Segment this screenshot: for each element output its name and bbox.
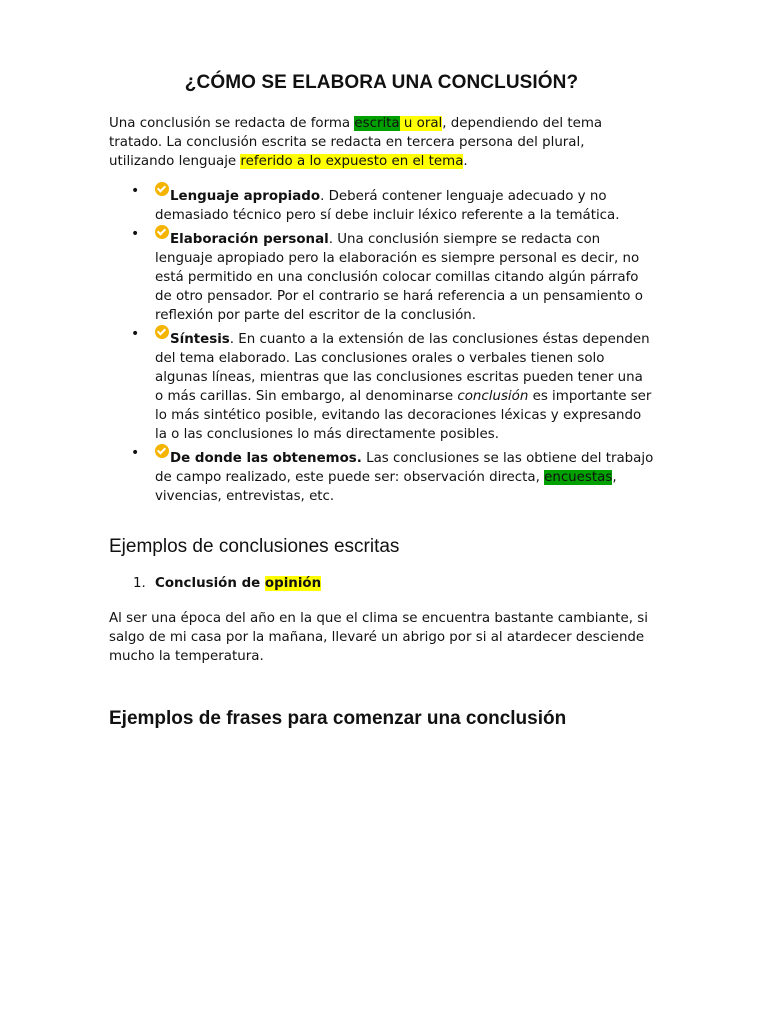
item-term: Lenguaje apropiado [170, 189, 321, 204]
highlight-encuestas: encuestas [544, 470, 613, 485]
intro-text-2: , dependiendo del tema tratado. La conclusión escrita se redacta en tercera persona del plural, utilizando lenguaje [109, 116, 603, 169]
item-text: Las conclusiones se las obtiene del trabajo de campo realizado, este puede ser: observación directa, [155, 451, 654, 485]
list-item-sintesis [109, 325, 654, 444]
intro-text-3: . [463, 154, 468, 169]
intro-paragraph [109, 114, 654, 171]
item-term: De donde las obtenemos. [170, 451, 362, 466]
list-item-lenguaje [109, 182, 654, 225]
list-item-elaboracion [109, 225, 654, 325]
item-term: Elaboración personal [170, 232, 329, 247]
check-circle-icon [155, 444, 169, 458]
item-text: es importante ser lo más sintético posible, evitando las decoraciones léxicas y expresando la o las conclusiones lo más directamente posibles. [155, 389, 652, 442]
characteristics-list [109, 182, 654, 506]
item-italic: conclusión [457, 389, 529, 404]
list-number: 1. [133, 576, 146, 591]
example-paragraph: Al ser una época del año en la que el clima se encuentra bastante cambiante, si salgo de mi casa por la mañana, llevaré un abrigo por si al atardecer desciende mucho la temperatura. [109, 611, 648, 664]
section-heading-examples: Ejemplos de conclusiones escritas [109, 536, 400, 557]
list-item-opinion [109, 574, 321, 593]
page-title: ¿CÓMO SE ELABORA UNA CONCLUSIÓN? [184, 72, 579, 93]
item-term: Síntesis [170, 332, 230, 347]
section-heading-phrases: Ejemplos de frases para comenzar una conclusión [109, 708, 567, 729]
item-text: . Deberá contener lenguaje adecuado y no demasiado técnico pero sí debe incluir léxico referente a la temática. [155, 189, 620, 223]
item-label: Conclusión de [155, 576, 265, 591]
highlight-oral: u oral [399, 116, 443, 131]
item-text: . Una conclusión siempre se redacta con lenguaje apropiado pero la elaboración es siempre personal es decir, no está permitido en una conclusión colocar comillas citando algún párrafo de otro pensador. Por el contrario se hará referencia a un pensamiento o reflexión por parte del escritor de la conclusión. [155, 232, 643, 323]
item-text: . En cuanto a la extensión de las conclusiones éstas dependen del tema elaborado. Las conclusiones orales o verbales tienen solo algunas líneas, mientras que las conclusiones escritas pueden tener una o más carillas. Sin embargo, al denominarse [155, 332, 650, 404]
item-text: , vivencias, entrevistas, etc. [155, 470, 617, 504]
intro-text-1: Una conclusión se redacta de forma [109, 116, 355, 131]
highlight-opinion: opinión [264, 576, 322, 591]
check-circle-icon [155, 182, 169, 196]
examples-list [109, 574, 321, 593]
list-item-obtenemos [109, 444, 654, 506]
highlight-referido: referido a lo expuesto en el tema [240, 154, 464, 169]
check-circle-icon [155, 325, 169, 339]
highlight-escrita: escrita [354, 116, 400, 131]
check-circle-icon [155, 225, 169, 239]
